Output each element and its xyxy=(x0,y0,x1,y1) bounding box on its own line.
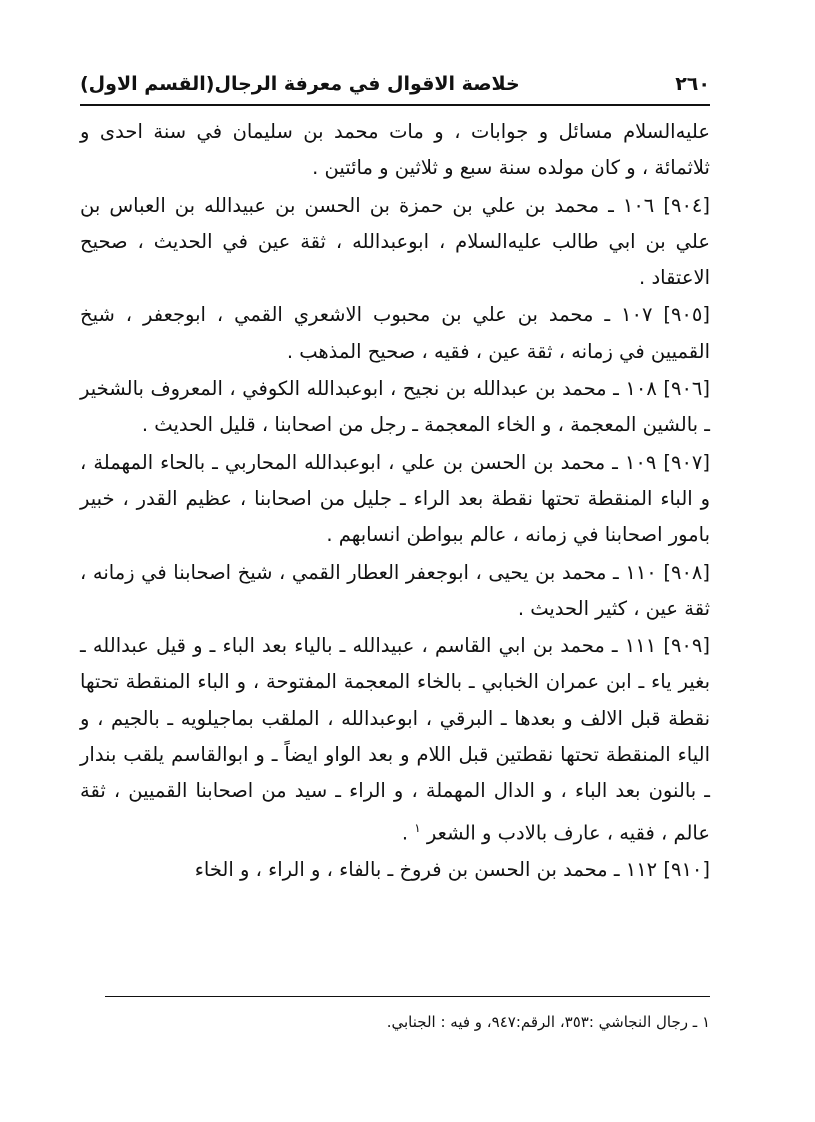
page-number: ٢٦٠ xyxy=(675,73,710,95)
paragraph-continuation: عليه‌السلام مسائل و جوابات ، و مات محمد بن سليمان في سنة احدى و ثلاثمائة ، و كان مولده سنة سبع و ثلاثين و مائتين . xyxy=(80,120,710,180)
entry-907: [٩٠٧] ١٠٩ ـ محمد بن الحسن بن علي ، ابوعبدالله المحاربي ـ بالحاء المهملة ، و الباء المنقطة تحتها نقطة بعد الراء ـ جليل من اصحابنا ، عظيم القدر ، خبير بامور اصحابنا في زمانه ، عالم ببواطن انسابهم . xyxy=(80,450,710,547)
entry-906: [٩٠٦] ١٠٨ ـ محمد بن عبدالله بن نجيح ، ابوعبدالله الكوفي ، المعروف بالشخير ـ بالشين المعجمة ، و الخاء المعجمة ـ رجل من اصحابنا ، قليل الحديث . xyxy=(80,377,710,437)
footnote: ١ ـ رجال النجاشي :٣٥٣، الرقم:٩٤٧، و فيه : الجنابي. xyxy=(386,1013,710,1031)
footnote-divider xyxy=(105,996,710,997)
page-body xyxy=(80,114,710,889)
header-divider xyxy=(80,104,710,106)
entry-904: [٩٠٤] ١٠٦ ـ محمد بن علي بن حمزة بن الحسن بن عبيدالله بن العباس بن علي بن ابي طالب عليه‌السلام ، ابوعبدالله ، ثقة عين في الحديث ، صحيح الاعتقاد . xyxy=(80,193,710,290)
page-header xyxy=(80,66,710,102)
entry-909: [٩٠٩] ١١١ ـ محمد بن ابي القاسم ، عبيدالله ـ بالياء بعد الباء ـ و قيل عبدالله ـ بغير ياء ـ ابن عمران الخبابي ـ بالخاء المعجمة المفتوحة ، و الباء المنقطة تحتها نقطة قبل الالف و بعدها ـ البرقي ، ابوعبدالله ، الملقب بماجيلويه ـ بالجيم ، و الياء المنقطة تحتها نقطتين قبل اللام و بعد الواو ايضاً ـ و ابوالقاسم يلقب بندار ـ بالنون بعد الباء ، و الدال المهملة ، و الراء ـ سيد من اصحابنا القميين ، ثقة عالم ، فقيه ، عارف بالادب و الشعر $^١$ . xyxy=(80,634,710,845)
footnote-marker: ١ xyxy=(414,820,421,835)
running-title: خلاصة الاقوال في معرفة الرجال(القسم الاول) xyxy=(80,73,520,95)
entry-910: [٩١٠] ١١٢ ـ محمد بن الحسن بن فروخ ـ بالفاء ، و الراء ، و الخاء xyxy=(194,858,710,882)
entry-905: [٩٠٥] ١٠٧ ـ محمد بن علي بن محبوب الاشعري القمي ، ابوجعفر ، شيخ القميين في زمانه ، ثقة عين ، فقيه ، صحيح المذهب . xyxy=(80,303,710,363)
entry-909-text: [٩٠٩] ١١١ ـ محمد بن ابي القاسم ، عبيدالله ـ بالياء بعد الباء ـ و قيل عبدالله ـ بغير ياء ـ ابن عمران الخبابي ـ بالخاء المعجمة المفتوحة ، و الباء المنقطة تحتها نقطة قبل الالف و بعدها ـ البرقي ، ابوعبدالله ، الملقب بماجيلويه ـ بالجيم ، و الياء المنقطة تحتها نقطتين قبل اللام و بعد الواو ايضاً ـ و ابوالقاسم يلقب بندار ـ بالنون بعد الباء ، و الدال المهملة ، و الراء ـ سيد من اصحابنا القميين ، ثقة عالم ، فقيه ، عارف بالادب و الشعر xyxy=(80,634,710,845)
entry-908: [٩٠٨] ١١٠ ـ محمد بن يحيى ، ابوجعفر العطار القمي ، شيخ اصحابنا في زمانه ، ثقة عين ، كثير الحديث . xyxy=(80,560,710,620)
